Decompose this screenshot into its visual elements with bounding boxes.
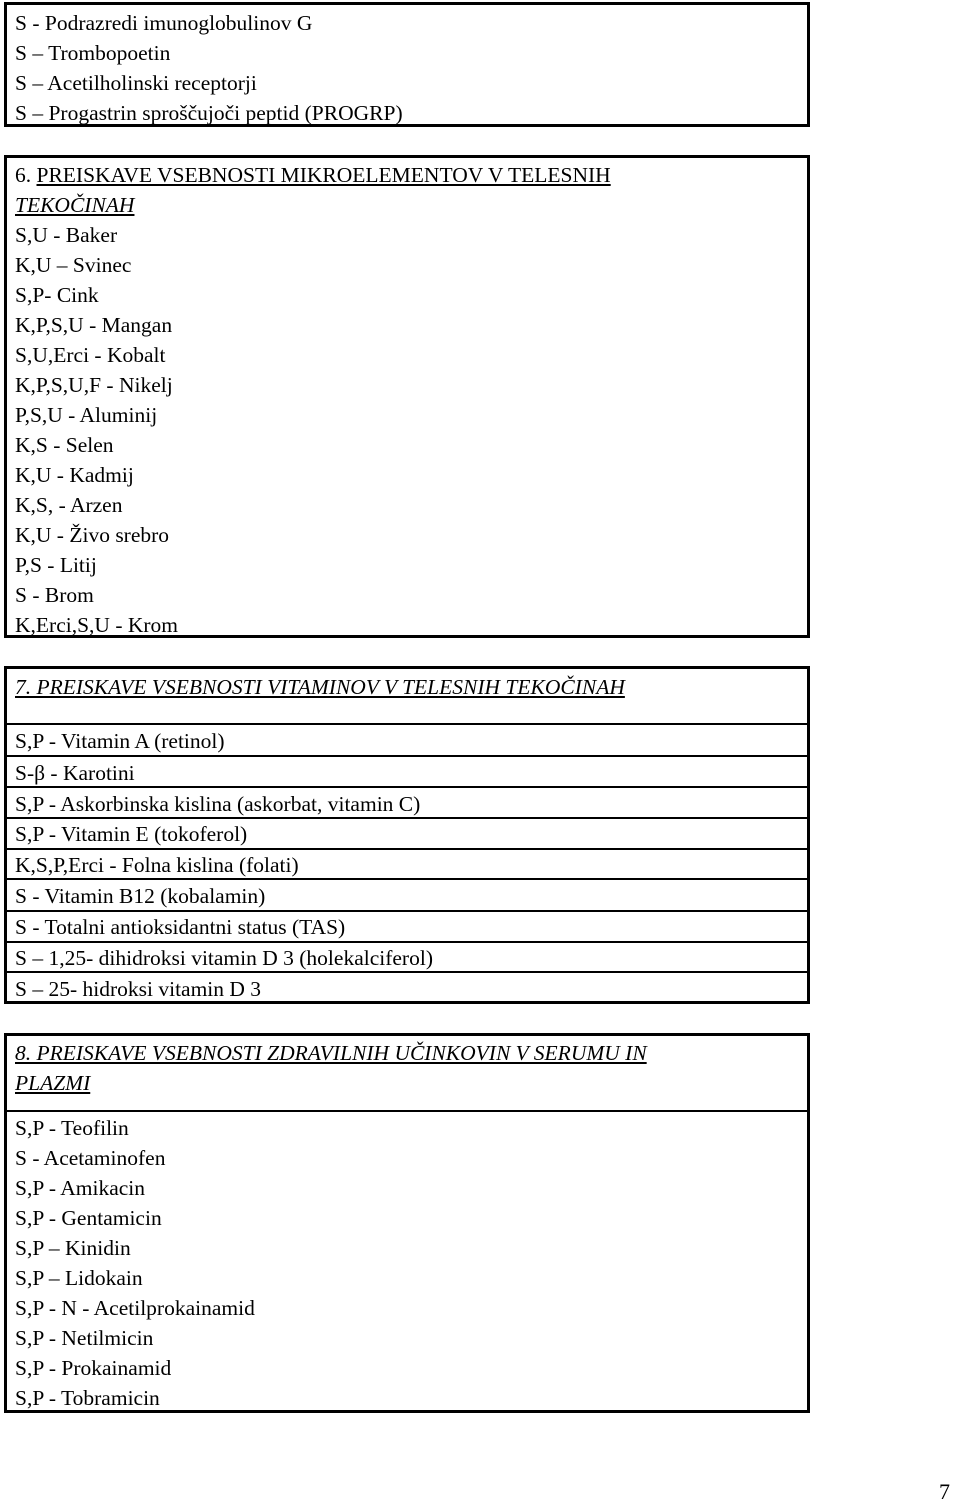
- divider: [7, 817, 807, 819]
- list-item: S,P- Cink: [15, 283, 99, 307]
- list-item: S-β - Karotini: [15, 761, 135, 785]
- list-item: S - Brom: [15, 583, 94, 607]
- section-8-box: [4, 1033, 810, 1413]
- list-item: K,P,S,U - Mangan: [15, 313, 173, 337]
- list-item: S - Totalni antioksidantni status (TAS): [15, 915, 346, 939]
- divider: [7, 1110, 807, 1112]
- divider: [7, 755, 807, 757]
- divider: [7, 786, 807, 788]
- list-item: S - Podrazredi imunoglobulinov G: [15, 11, 313, 35]
- list-item: S,P - N - Acetilprokainamid: [15, 1296, 255, 1320]
- section-6-heading-number: 6.: [15, 163, 37, 187]
- list-item: S,P - Amikacin: [15, 1176, 145, 1200]
- divider: [7, 941, 807, 943]
- list-item: S - Vitamin B12 (kobalamin): [15, 884, 266, 908]
- list-item: S,P - Askorbinska kislina (askorbat, vitamin C): [15, 792, 421, 816]
- list-item: K,S, - Arzen: [15, 493, 123, 517]
- list-item: K,U - Živo srebro: [15, 523, 170, 547]
- list-item: S – Progastrin sproščujoči peptid (PROGRP): [15, 101, 403, 125]
- list-item: S,P – Lidokain: [15, 1266, 143, 1290]
- list-item: S,P - Teofilin: [15, 1116, 129, 1140]
- list-item: S – Trombopoetin: [15, 41, 171, 65]
- divider: [7, 971, 807, 973]
- list-item: S – Acetilholinski receptorji: [15, 71, 257, 95]
- list-item: K,U – Svinec: [15, 253, 132, 277]
- list-item: S,U - Baker: [15, 223, 118, 247]
- page-number: 7: [939, 1479, 950, 1504]
- list-item: S – 1,25- dihidroksi vitamin D 3 (holekalciferol): [15, 946, 433, 970]
- list-item: S,P - Gentamicin: [15, 1206, 162, 1230]
- list-item: K,S,P,Erci - Folna kislina (folati): [15, 853, 299, 877]
- section-6-heading-text: PREISKAVE VSEBNOSTI MIKROELEMENTOV V TELESNIH: [36, 163, 611, 187]
- divider: [7, 910, 807, 912]
- list-item: S,P – Kinidin: [15, 1236, 131, 1260]
- list-item: S - Acetaminofen: [15, 1146, 166, 1170]
- section-6-heading-line-2: TEKOČINAH: [15, 193, 135, 217]
- list-item: S – 25- hidroksi vitamin D 3: [15, 977, 262, 1001]
- divider: [7, 723, 807, 725]
- section-7-heading: 7. PREISKAVE VSEBNOSTI VITAMINOV V TELESNIH TEKOČINAH: [15, 675, 625, 699]
- divider: [7, 848, 807, 850]
- list-item: S,P - Netilmicin: [15, 1326, 154, 1350]
- list-item: S,P - Vitamin E (tokoferol): [15, 822, 248, 846]
- section-8-heading-line-1: 8. PREISKAVE VSEBNOSTI ZDRAVILNIH UČINKOVIN V SERUMU IN: [15, 1041, 647, 1065]
- list-item: P,S - Litij: [15, 553, 97, 577]
- list-item: S,P - Prokainamid: [15, 1356, 172, 1380]
- list-item: S,U,Erci - Kobalt: [15, 343, 166, 367]
- section-8-heading-line-2: PLAZMI: [15, 1071, 91, 1095]
- list-item: K,U - Kadmij: [15, 463, 134, 487]
- divider: [7, 878, 807, 880]
- section-7-box: [4, 666, 810, 1004]
- list-item: P,S,U - Aluminij: [15, 403, 158, 427]
- list-item: S,P - Tobramicin: [15, 1386, 160, 1410]
- list-item: S,P - Vitamin A (retinol): [15, 729, 225, 753]
- box-continuation-list: [4, 2, 810, 127]
- list-item: K,P,S,U,F - Nikelj: [15, 373, 173, 397]
- section-6-box: [4, 155, 810, 638]
- list-item: K,S - Selen: [15, 433, 114, 457]
- list-item: K,Erci,S,U - Krom: [15, 613, 179, 637]
- section-6-heading-line-1: [15, 163, 611, 187]
